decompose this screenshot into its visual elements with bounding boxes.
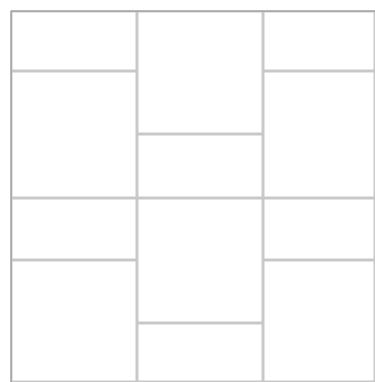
- grid-tile-c11: [264, 199, 375, 260]
- grid-tile-c3: [12, 199, 137, 260]
- grid-tile-c9: [264, 12, 375, 71]
- grid-tile-c10: [264, 72, 375, 198]
- grid-tile-c8: [138, 324, 263, 382]
- grid-tile-c12: [264, 261, 375, 382]
- grid-tile-c2: [12, 72, 137, 198]
- grid-tile-c4: [12, 261, 137, 382]
- grid-tile-c7: [138, 199, 263, 323]
- grid-tile-c5: [138, 12, 263, 134]
- grid-tile-c6: [138, 135, 263, 198]
- grid-tile-c1: [12, 12, 137, 71]
